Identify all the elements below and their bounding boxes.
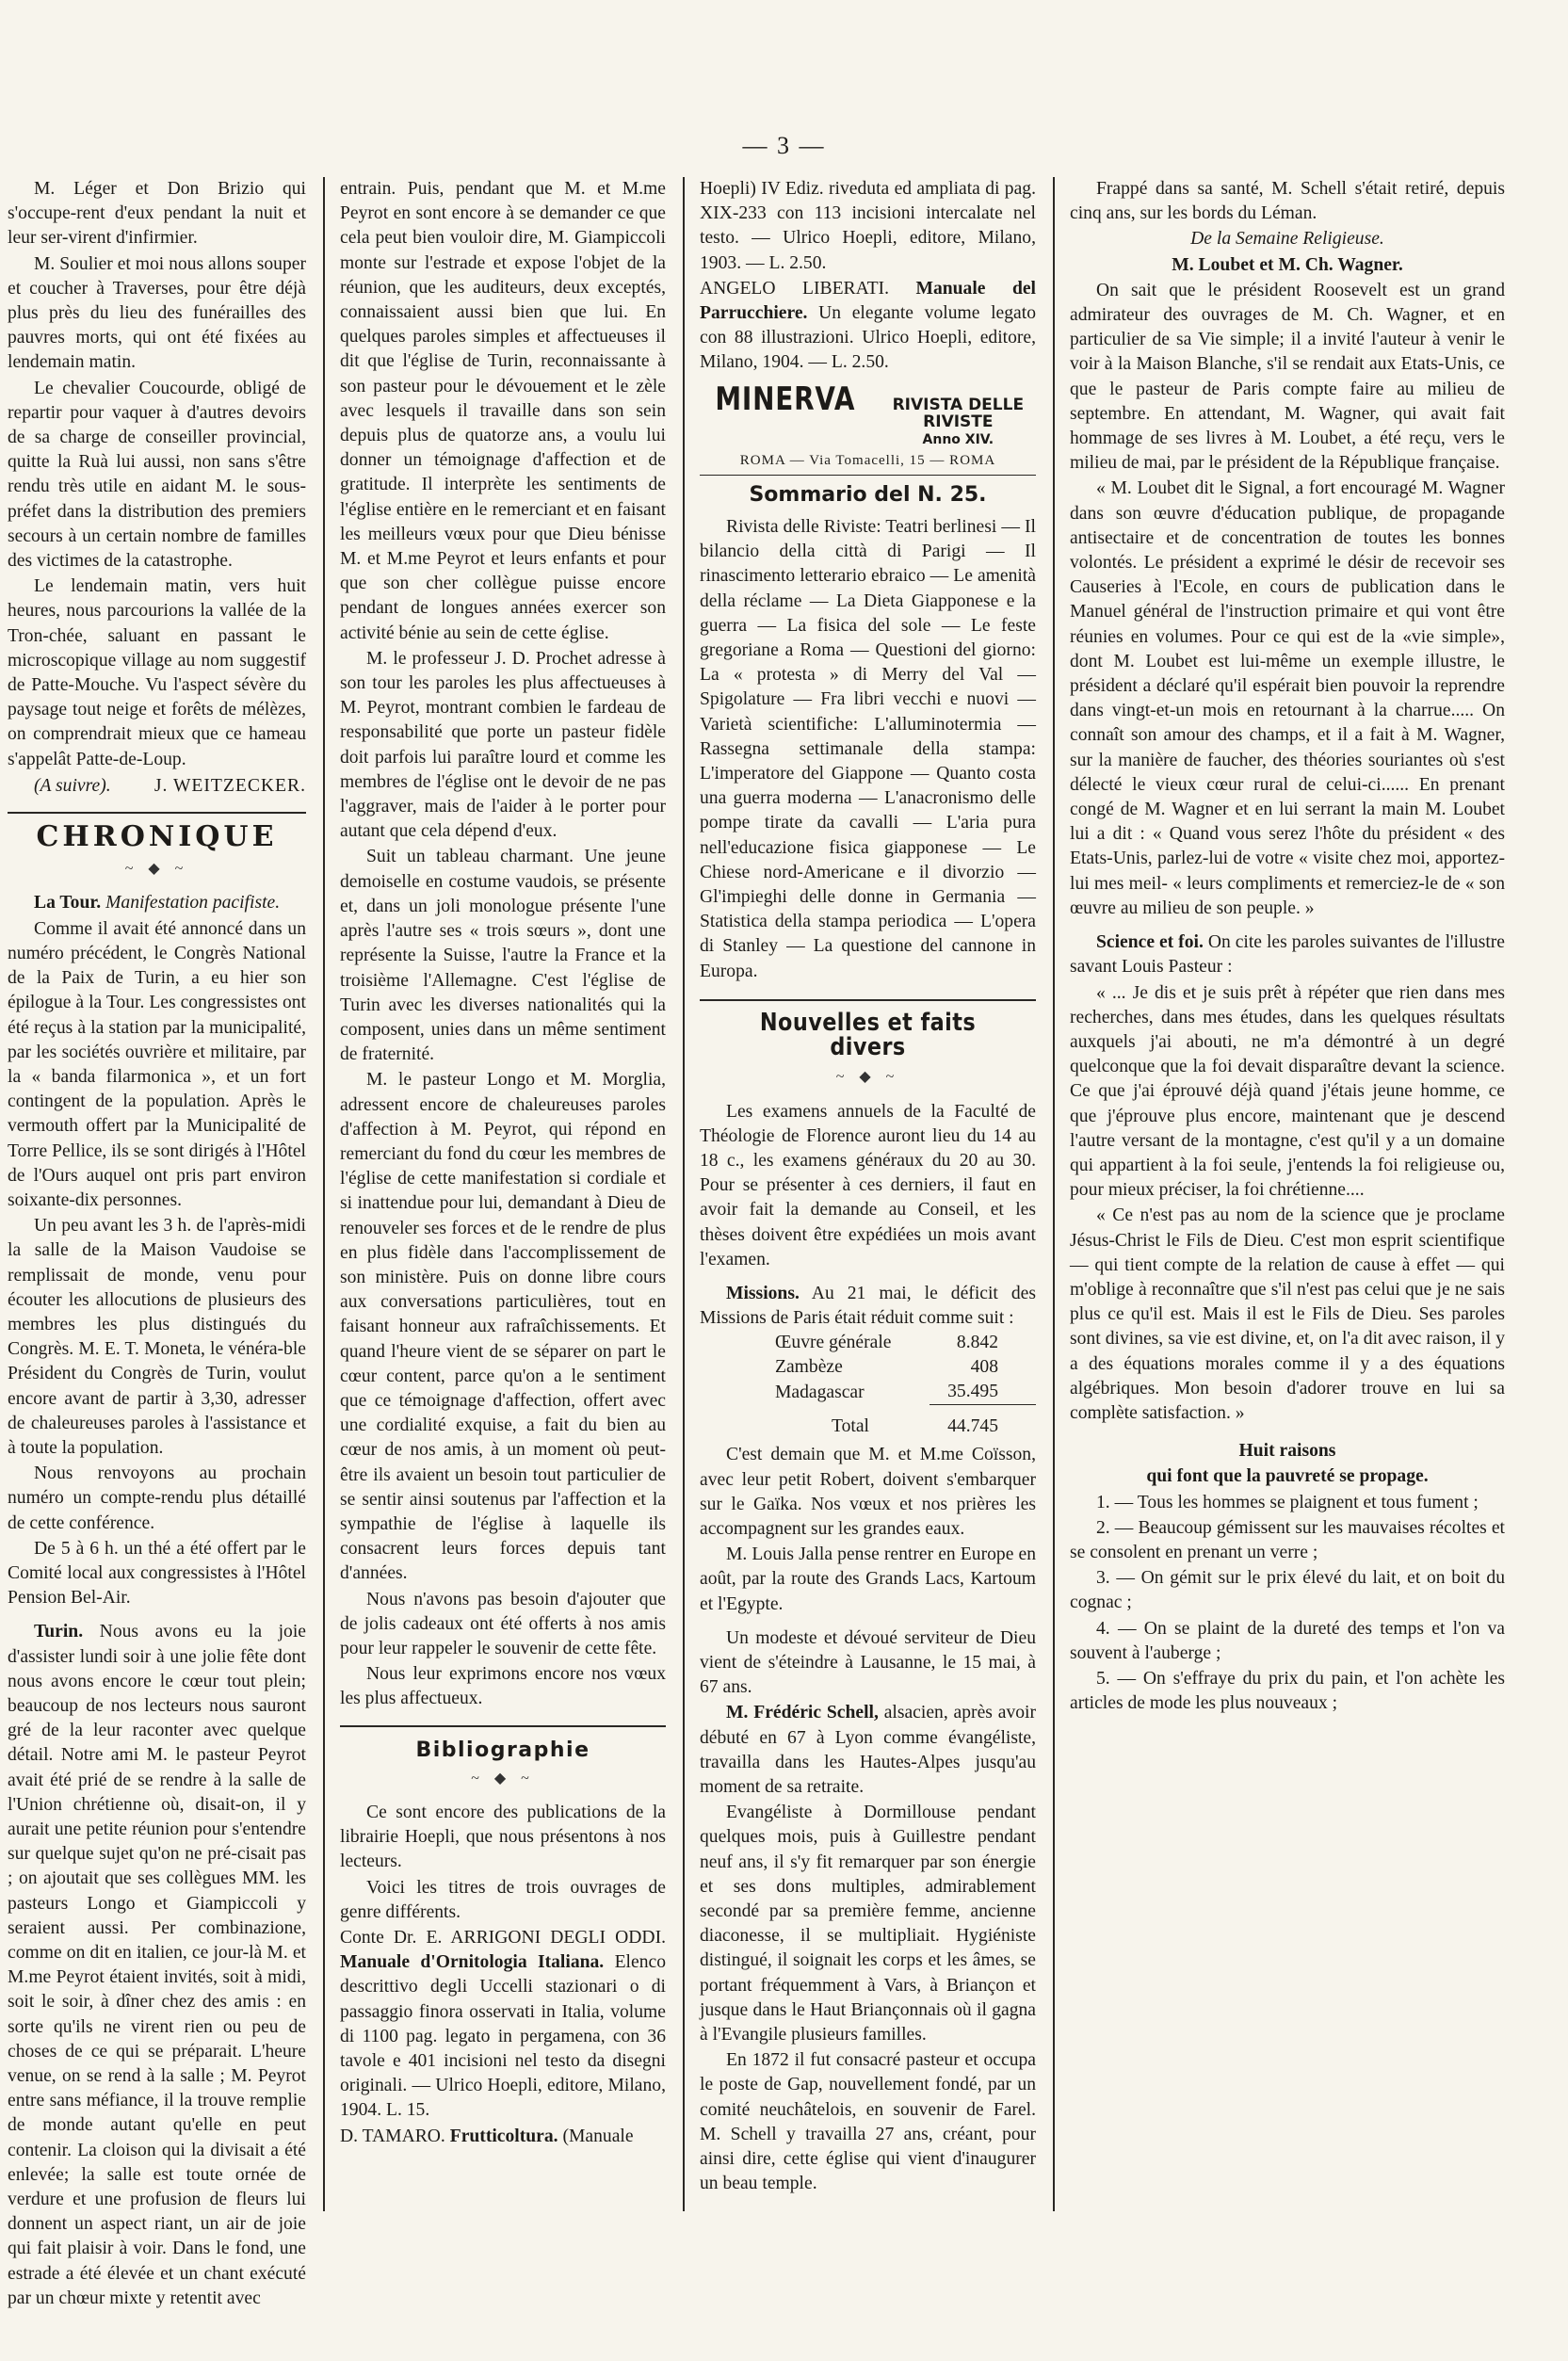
article-paragraph: C'est demain que M. et M.me Coïsson, avec leur petit Robert, doivent s'embarquer sur le Gaïka. Nos vœux et nos prières les accompagnent sur les grandes eaux. xyxy=(700,1445,1036,1539)
article-paragraph: Evangéliste à Dormillouse pendant quelques mois, puis à Guillestre pendant neuf ans, il s'y fit remarquer par son énergie et ses dons multiples, admirablement secondé par sa première femme, ancienne diaconesse, il se multipliait. Hygiéniste distingué, il soignait les corps et les âmes, se portant fréquemment à Vars, à Briançon et jusque dans le Haut Briançonnais où il gagna à l'Evangile plusieurs familles. xyxy=(700,1803,1036,2045)
la-tour-subtitle: Manifestation pacifiste. xyxy=(105,893,281,914)
missions-paragraph xyxy=(700,1282,1036,1331)
book-description: (Manuale xyxy=(562,2126,634,2146)
list-item: 3. — On gémit sur le prix élevé du lait, et on boit du cognac ; xyxy=(1070,1568,1505,1613)
author-name: J. WEITZECKER. xyxy=(154,775,306,796)
article-paragraph: Nous renvoyons au prochain numéro un compte-rendu plus détaillé de cette conférence. xyxy=(8,1463,306,1533)
book-title: Frutticoltura. xyxy=(449,2126,558,2146)
article-paragraph: Un peu avant les 3 h. de l'après-midi la salle de la Maison Vaudoise se remplissait de monde, venu pour écouter les allocutions de plusieurs des membres les plus distingués du Congrès. M. E. T. Moneta, le vénéra-ble Président du Congrès de Turin, voulut encore avant de partir à 3,30, adresser de chaleureuses paroles à l'assistance et à toute la population. xyxy=(8,1216,306,1458)
missions-table xyxy=(700,1331,1036,1439)
table-cell-value: 8.842 xyxy=(956,1333,998,1353)
missions-lead: Missions. xyxy=(726,1283,800,1303)
science-text: On cite les paroles suivantes de l'illustre savant Louis Pasteur : xyxy=(1070,932,1505,978)
turin-paragraph xyxy=(8,1620,306,2311)
minerva-subtitle xyxy=(881,396,1036,448)
column-1 xyxy=(8,177,323,2308)
schell-lead: M. Frédéric Schell, xyxy=(726,1703,879,1723)
article-paragraph: M. le pasteur Longo et M. Morglia, adressent encore de chaleureuses paroles d'affection à M. Peyrot, qui répond en remerciant du fond du cœur les membres de l'église de cette manifestation si cordiale et si inattendue pour lui, demandant à Dieu de renouveler ses forces et de le rendre de plus en plus fidèle dans l'accomplissement de son ministère. Puis on donne libre cours aux conversations particulières, tout en faisant honneur aux rafraîchissements. Et quand l'heure vient de se séparer on part le cœur content, parce qu'on a le sentiment que ce témoignage d'affection, offert avec une cordialité exquise, a fait du bien au cœur de nos amis, à un moment où peut-être ils avaient un besoin tout particulier de se sentir ainsi soutenus par l'affection et la sympathie de l'église à laquelle ils consacrent leurs forces depuis tant d'années. xyxy=(340,1070,666,1584)
book-entry xyxy=(340,1926,666,2124)
table-row xyxy=(700,1380,1036,1405)
missions-text: Au 21 mai, le déficit des Missions de Paris était réduit comme suit : xyxy=(700,1283,1036,1329)
article-paragraph: « ... Je dis et je suis prêt à répéter que rien dans mes recherches, dans mes études, dans les quelques résultats auxquels j'ai abouti, ne m'a démontré à un degré quelconque que la foi devait disparaître devant la science. Ce que j'ai éprouvé déjà quand j'étais jeune homme, ce que j'éprouve plus encore, maintenant que je descend l'autre versant de la montagne, c'est qu'il y a un domaine qui appartient à la foi seule, j'entends la foi religieuse ou, pour mieux préciser, la foi chrétienne.... xyxy=(1070,982,1505,1201)
article-paragraph: Voici les titres de trois ouvrages de genre différents. xyxy=(340,1877,666,1922)
book-author: ANGELO LIBERATI. xyxy=(700,278,889,299)
book-entry xyxy=(340,2125,666,2149)
table-cell-label: Madagascar xyxy=(775,1382,865,1402)
minerva-year: Anno XIV. xyxy=(922,431,994,447)
article-paragraph: M. Léger et Don Brizio qui s'occupe-rent d'eux pendant la nuit et leur ser-virent d'infirmier. xyxy=(8,179,306,249)
article-paragraph: M. le professeur J. D. Prochet adresse à son tour les paroles les plus affectueuses à M. Peyrot, montrant combien le fardeau de responsabilité que porte un pasteur fidèle doit parfois lui paraître lourd et comme les membres de l'église ont le devoir de ne pas l'aggraver, mais de l'aider à le porter pour autant que cela dépend d'eux. xyxy=(340,648,666,842)
article-paragraph: Nous leur exprimons encore nos vœux les plus affectueux. xyxy=(340,1664,666,1709)
sommario-text: Rivista delle Riviste: Teatri berlinesi — Il bilancio della città di Parigi — Il rinascimento letterario ebraico — Le amenità della réclame — La Dieta Giapponese e la guerra — La fisica del sole — Le feste gregoriane a Roma — Questioni del giorno: La « protesta » di Merry del Val — Spigolature — Fra libri vecchi e nuovi — Varietà scientifiche: L'alluminotermia — Rassegna settimanale della stampa: L'imperatore del Giappone — Quanto costa una guerra moderna — L'anacronismo delle pompe tirate da cavalli — L'aria pura nell'educazione fisica giapponese — Le Chiese nord-Americane e il divorzio — Gl'impieghi delle donne in Germania — Statistica della stampa periodica — L'opera di Stanley — La questione del cannone in Europa. xyxy=(700,517,1036,981)
article-paragraph: « Ce n'est pas au nom de la science que je proclame Jésus-Christ le Fils de Dieu. C'est mon esprit scientifique — qui tient compte de la relation de cause à effet — qui m'oblige à reconnaître que s'il n'est pas celui que je ne sais plus ce qu'il est. Mais il est le Fils de Dieu. Ses paroles sont divines, sa vie est divine, et, on l'a dit avec raison, il y a des équations morales comme il y a des équations algébriques. Mon besoin d'adorer trouve en lui sa complète satisfaction. » xyxy=(1070,1205,1505,1423)
article-paragraph: Nous n'avons pas besoin d'ajouter que de jolis cadeaux ont été offerts à nos amis pour leur rappeler le souvenir de cette fête. xyxy=(340,1589,666,1658)
book-description: Elenco descrittivo degli Uccelli stazionari o di passaggio finora osservati in Italia, volume di 1100 pag. legato in pergamena, con 36 tavole e 401 incisioni nel testo da disegni originali. — Ulrico Hoepli, editore, Milano, 1904. L. 15. xyxy=(340,1952,666,2121)
huit-title-line1: Huit raisons xyxy=(1238,1441,1336,1462)
newspaper-columns xyxy=(8,177,1505,2308)
table-cell-value: 44.745 xyxy=(929,1405,1036,1440)
nouvelles-title: Nouvelles et faits divers xyxy=(759,1008,977,1062)
book-description: Un elegante volume legato con 88 illustrazioni. Ulrico Hoepli, editore, Milano, 1904. — L. 2.50. xyxy=(700,303,1036,373)
column-rule xyxy=(323,177,325,2211)
minerva-subtitle-text: RIVISTA DELLE RIVISTE xyxy=(892,395,1025,431)
page-number: — 3 — xyxy=(742,132,826,159)
schell-paragraph xyxy=(700,1701,1036,1800)
article-paragraph: M. Soulier et moi nous allons souper et coucher à Traverses, pour être déjà plus près du lieu des funérailles des pauvres morts, qui ont été fixées au lendemain matin. xyxy=(8,253,306,373)
ornament-divider: ~ ◆ ~ xyxy=(471,1770,535,1787)
table-cell-label: Total xyxy=(832,1416,869,1437)
article-paragraph: De 5 à 6 h. un thé a été offert par le Comité local aux congressistes à l'Hôtel Pension Bel-Air. xyxy=(8,1538,306,1609)
table-cell-label: Œuvre générale xyxy=(775,1333,892,1353)
section-divider xyxy=(8,812,306,814)
science-lead: Science et foi. xyxy=(1096,932,1204,953)
turin-lead: Turin. xyxy=(34,1622,84,1642)
list-item: 2. — Beaucoup gémissent sur les mauvaises récoltes et se consolent en prenant un verre ; xyxy=(1070,1517,1505,1562)
book-title: Manuale del Parrucchiere. xyxy=(700,278,1036,324)
book-title: Manuale d'Ornitologia Italiana. xyxy=(340,1952,605,1973)
article-paragraph: Un modeste et dévoué serviteur de Dieu vient de s'éteindre à Lausanne, le 15 mai, à 67 ans. xyxy=(700,1627,1036,1698)
la-tour-heading xyxy=(8,891,306,915)
thin-rule xyxy=(700,475,1036,476)
article-paragraph: Les examens annuels de la Faculté de Théologie de Florence auront lieu du 14 au 18 c., les examens généraux du 20 au 30. Pour se présenter à ces derniers, il faut en avoir fait la demande au Conseil, et les thèses doivent être expédiées un mois avant l'examen. xyxy=(700,1101,1036,1269)
list-item: 4. — On se plaint de la dureté des temps et l'on va souvent à l'auberge ; xyxy=(1070,1618,1505,1663)
science-paragraph xyxy=(1070,930,1505,979)
huit-title-line2: qui font que la pauvreté se propage. xyxy=(1146,1466,1429,1487)
bibliographie-title: Bibliographie xyxy=(415,1738,590,1762)
article-paragraph: entrain. Puis, pendant que M. et M.me Peyrot en sont encore à se demander ce que cela peut bien vouloir dire, M. Giampiccoli monte sur l'estrade et expose l'objet de la réunion, que les auditeurs, deux exceptés, connaissaient aussi bien que lui. En quelques paroles simples et affectueuses il dit que l'église de Turin, reconnaissante à son pasteur pour le dévouement et le zèle avec lesquels il travaille dans son sein depuis plus de quatorze ans, a voulu lui donner un témoignage d'affection et de gratitude. Il interprète les sentiments de l'église entière en le remerciant et en faisant les meilleurs vœux pour que Dieu bénisse M. et M.me Peyrot et leurs enfants et pour que son cher collègue puisse encore pendant de longues années exercer son activité bénie au sein de cette église. xyxy=(340,179,666,643)
table-cell-value: 408 xyxy=(970,1357,998,1378)
book-author: Conte Dr. E. ARRIGONI DEGLI ODDI. xyxy=(340,1928,666,1949)
column-3 xyxy=(683,177,1053,2211)
table-cell-label: Zambèze xyxy=(775,1357,843,1378)
article-paragraph: M. Louis Jalla pense rentrer en Europe en août, par la route des Grands Lacs, Kartoum et l'Egypte. xyxy=(700,1544,1036,1614)
table-row xyxy=(700,1331,1036,1355)
article-paragraph: Suit un tableau charmant. Une jeune demoiselle en costume vaudois, se présente et, dans un joli monologue présente l'une après l'autre ses « trois sœurs », dont une représente la Suisse, l'autre la France et la troisième l'Allemagne. C'est l'église de Turin avec les diverses nationalités qui la composent, unies dans un même sentiment de fraternité. xyxy=(340,847,666,1065)
table-row xyxy=(700,1355,1036,1380)
minerva-name: MINERVA xyxy=(715,380,856,418)
ornament-divider: ~ ◆ ~ xyxy=(124,861,189,878)
article-paragraph: En 1872 il fut consacré pasteur et occupa le poste de Gap, nouvellement fondé, par un comité neuchâtelois, en souvenir de Farel. M. Schell y travailla 27 ans, créant, pour ainsi dire, cette église qui vient d'inaugurer un beau temple. xyxy=(700,2050,1036,2194)
table-cell-value: 35.495 xyxy=(947,1382,998,1402)
schell-text: alsacien, après avoir débuté en 67 à Lyon comme évangéliste, travailla dans les Hautes-Alpes jusqu'au moment de sa retraite. xyxy=(700,1703,1037,1797)
article-signature xyxy=(34,774,306,799)
article-paragraph: Frappé dans sa santé, M. Schell s'était retiré, depuis cinq ans, sur les bords du Léman. xyxy=(1070,179,1505,224)
column-rule xyxy=(1053,177,1055,2211)
article-paragraph: On sait que le président Roosevelt est un grand admirateur des ouvrages de M. Ch. Wagner, et en particulier de sa Vie simple; il a invité l'auteur à venir le voir à la Maison Blanche, s'il se rendait aux Etats-Unis, ce que le pasteur de Paris compte faire au milieu de septembre. En attendant, M. Wagner, qui avait fait hommage de ses livres à M. Loubet, a été reçu, vers le milieu de mai, par le président de la République française. xyxy=(1070,280,1505,474)
book-entry xyxy=(700,277,1036,376)
list-item: 5. — On s'effraye du prix du pain, et l'on achète les articles de mode les plus nouveaux ; xyxy=(1070,1668,1505,1714)
sommario-title: Sommario del N. 25. xyxy=(749,482,987,507)
to-be-continued: (A suivre). xyxy=(34,775,111,796)
list-item: 1. — Tous les hommes se plaignent et tous fument ; xyxy=(1096,1492,1479,1512)
source-line: De la Semaine Religieuse. xyxy=(1190,229,1384,250)
la-tour-lead: La Tour. xyxy=(34,893,102,914)
section-divider xyxy=(340,1725,666,1727)
article-paragraph: Le chevalier Coucourde, obligé de repartir pour vaquer à d'autres devoirs de sa charge de conseiller provincial, quitte la Ruà lui aussi, non sans s'être rendu très utile en aidant M. le sous-préfet dans la distribution des premiers secours à un certain nombre de familles des victimes de la catastrophe. xyxy=(8,378,306,572)
book-author: D. TAMARO. xyxy=(340,2126,445,2146)
section-divider xyxy=(700,999,1036,1001)
article-paragraph: Comme il avait été annoncé dans un numéro précédent, le Congrès National de la Paix de Turin, a eu hier son épilogue à la Tour. Les congressistes ont été reçus à la station par la municipalité, par les sociétés ouvrière et militaire, par la « banda filarmonica », et un fort contingent de la population. Après le vermouth offert par la Municipalité de Torre Pellice, ils se sont dirigés à l'Hôtel de l'Ours auquel ont pris part environ soixante-dix personnes. xyxy=(8,918,306,1210)
article-paragraph: Ce sont encore des publications de la librairie Hoepli, que nous présentons à nos lecteurs. xyxy=(340,1803,666,1872)
table-row-total xyxy=(700,1405,1036,1440)
chronique-title: CHRONIQUE xyxy=(36,820,278,854)
loubet-title: M. Loubet et M. Ch. Wagner. xyxy=(1172,254,1403,275)
minerva-masthead xyxy=(700,380,1036,448)
article-paragraph: « M. Loubet dit le Signal, a fort encouragé M. Wagner dans son œuvre d'éducation publique, de propagande antisectaire et de concentration de toutes les bonnes volontés. Le président a exprimé le désir de recevoir ses Causeries à l'Ecole, en cours de publication dans le Manuel général de l'instruction primaire et qui vont être réunies en volumes. Pour ce qui est de la «vie simple», dont M. Loubet est lui-même un exemple illustre, le président a déclaré qu'il espérait bien pouvoir la reprendre dans vingt-et-un mois en retournant à la charrue..... On connaît son amour des champs, et il a fait à M. Wagner, sur la manière de faucher, des théories souriantes où s'est délecté le vieux cœur rural de celui-ci...... En prenant congé de M. Wagner et en lui serrant la main M. Loubet lui a dit : « Quand vous serez l'hôte du président « des Etats-Unis, parlez-lui de votre « visite chez moi, apportez-lui mes meil- « leurs compliments et remerciez-le de « son œuvre au milieu de son peuple. » xyxy=(1070,478,1505,918)
column-4 xyxy=(1053,177,1505,2211)
column-2 xyxy=(323,177,683,2211)
turin-text: Nous avons eu la joie d'assister lundi soir à une jolie fête dont nous avons encore le cœur tout plein; beaucoup de nos lecteurs nous sauront gré de la leur raconter avec quelque détail. Notre ami M. le pasteur Peyrot avait été prié de se rendre à la salle de l'Union chrétienne où, disait-on, il y aurait une petite réunion pour s'entendre sur quelque sujet qu'on ne pré-cisait pas ; on ajoutait que ses collègues MM. les pasteurs Longo et Giampiccoli y seraient aussi. Per combinazione, comme on dit en italien, ce jour-là M. et M.me Peyrot étaient invités, soit à midi, soit le soir, à dîner chez des amis : en sorte qu'ils ne virent rien ou peu de choses de ce qui se préparait. L'heure venue, on se rend à la salle ; M. Peyrot entre sans méfiance, il la trouve remplie de monde autant qu'elle en peut contenir. La cloison qui la divisait a été enlevée; la salle est toute ornée de verdure et une profusion de fleurs lui donnent un aspect riant, un air de joie qui fait plaisir à voir. Dans le fond, une estrade a été élevée et un chant exécuté par un chœur mixte y retentit avec xyxy=(8,1622,306,2308)
minerva-address: ROMA — Via Tomacelli, 15 — ROMA xyxy=(739,452,996,468)
book-description: Hoepli) IV Ediz. riveduta ed ampliata di pag. XIX-233 con 113 incisioni intercalate nel testo. — Ulrico Hoepli, editore, Milano, 1903. — L. 2.50. xyxy=(700,179,1036,273)
article-paragraph: Le lendemain matin, vers huit heures, nous parcourions la vallée de la Tron-chée, saluant en passant le microscopique village au nom suggestif de Patte-Mouche. Vu l'aspect sévère du paysage tout neige et forêts de mélèzes, on comprendrait mieux que ce hameau s'appelât Patte-de-Loup. xyxy=(8,576,306,769)
ornament-divider: ~ ◆ ~ xyxy=(835,1069,900,1086)
column-rule xyxy=(683,177,685,2211)
